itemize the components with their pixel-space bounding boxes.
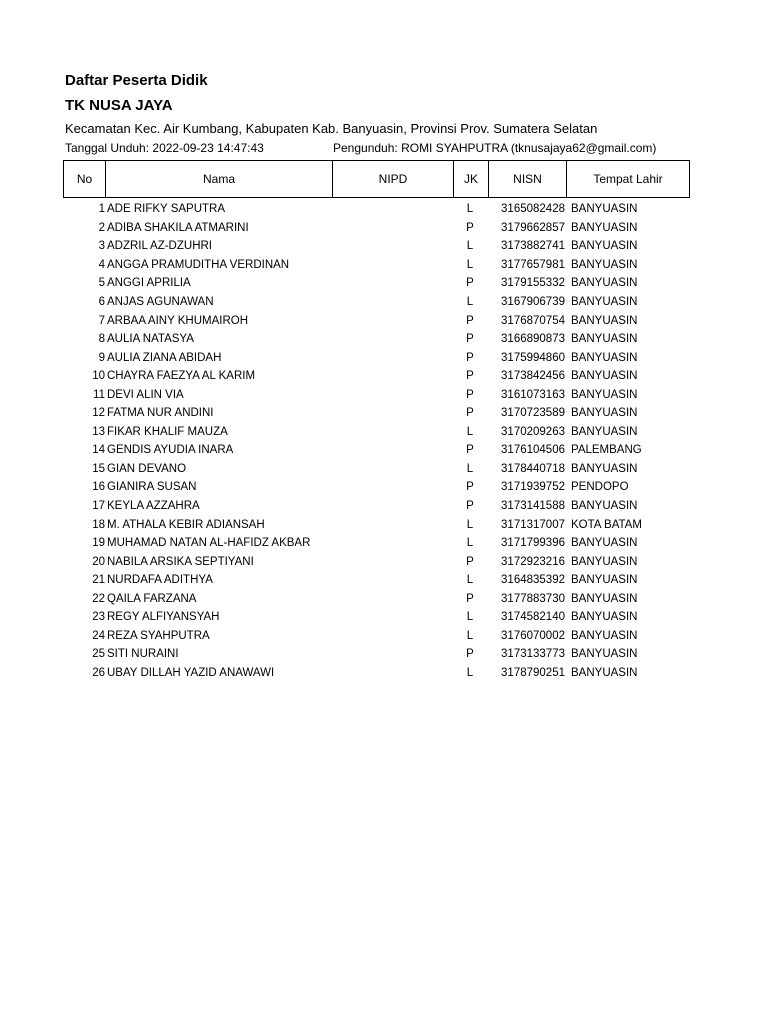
- cell-nisn: 3171799396: [501, 537, 565, 550]
- cell-no: 15: [92, 462, 105, 475]
- cell-jk: L: [466, 425, 474, 438]
- cell-nisn: 3166890873: [501, 333, 565, 346]
- cell-nisn: 3171317007: [501, 518, 565, 531]
- cell-jk: L: [466, 629, 474, 642]
- cell-nipd: [333, 645, 453, 664]
- cell-tempat-lahir: BANYUASIN: [571, 648, 638, 661]
- table-row: [63, 552, 693, 571]
- cell-nipd: [333, 367, 453, 386]
- cell-no: 4: [98, 258, 105, 271]
- cell-jk: P: [466, 407, 474, 420]
- cell-nipd: [333, 534, 453, 553]
- cell-jk: L: [466, 537, 474, 550]
- cell-jk: L: [466, 666, 474, 679]
- cell-tempat-lahir: BANYUASIN: [571, 629, 638, 642]
- cell-jk: P: [466, 314, 474, 327]
- cell-nipd: [333, 497, 453, 516]
- cell-nipd: [333, 237, 453, 256]
- cell-tempat-lahir: BANYUASIN: [571, 462, 638, 475]
- cell-jk: P: [466, 500, 474, 513]
- table-row: [63, 645, 693, 664]
- cell-jk: P: [466, 277, 474, 290]
- cell-jk: L: [466, 203, 474, 216]
- table-row: [63, 423, 693, 442]
- cell-jk: P: [466, 444, 474, 457]
- column-header-nipd: NIPD: [333, 161, 454, 198]
- cell-nama: M. ATHALA KEBIR ADIANSAH: [107, 518, 265, 531]
- cell-tempat-lahir: BANYUASIN: [571, 611, 638, 624]
- cell-tempat-lahir: BANYUASIN: [571, 277, 638, 290]
- cell-nipd: [333, 293, 453, 312]
- cell-tempat-lahir: BANYUASIN: [571, 500, 638, 513]
- cell-nisn: 3174582140: [501, 611, 565, 624]
- table-row: [63, 200, 693, 219]
- cell-no: 25: [92, 648, 105, 661]
- cell-jk: L: [466, 518, 474, 531]
- cell-nama: ANGGI APRILIA: [107, 277, 191, 290]
- cell-nisn: 3176104506: [501, 444, 565, 457]
- cell-nipd: [333, 627, 453, 646]
- column-header-nisn: NISN: [489, 161, 567, 198]
- cell-nama: FATMA NUR ANDINI: [107, 407, 214, 420]
- cell-nipd: [333, 404, 453, 423]
- cell-tempat-lahir: BANYUASIN: [571, 203, 638, 216]
- cell-no: 26: [92, 666, 105, 679]
- cell-tempat-lahir: KOTA BATAM: [571, 518, 642, 531]
- table-row: [63, 348, 693, 367]
- cell-tempat-lahir: BANYUASIN: [571, 370, 638, 383]
- table-row: [63, 385, 693, 404]
- cell-tempat-lahir: BANYUASIN: [571, 221, 638, 234]
- cell-tempat-lahir: BANYUASIN: [571, 666, 638, 679]
- cell-nisn: 3176870754: [501, 314, 565, 327]
- cell-tempat-lahir: PALEMBANG: [571, 444, 642, 457]
- cell-nama: GENDIS AYUDIA INARA: [107, 444, 234, 457]
- cell-nama: NABILA ARSIKA SEPTIYANI: [107, 555, 254, 568]
- cell-nipd: [333, 552, 453, 571]
- cell-no: 8: [98, 333, 105, 346]
- cell-nipd: [333, 348, 453, 367]
- cell-jk: P: [466, 221, 474, 234]
- cell-jk: P: [466, 555, 474, 568]
- cell-nisn: 3164835392: [501, 574, 565, 587]
- cell-jk: P: [466, 351, 474, 364]
- cell-no: 5: [98, 277, 105, 290]
- cell-nisn: 3170209263: [501, 425, 565, 438]
- table-row: [63, 441, 693, 460]
- cell-no: 3: [98, 240, 105, 253]
- cell-nama: GIAN DEVANO: [107, 462, 187, 475]
- cell-nipd: [333, 478, 453, 497]
- cell-nama: ADIBA SHAKILA ATMARINI: [107, 221, 249, 234]
- cell-nisn: 3178790251: [501, 666, 565, 679]
- cell-jk: P: [466, 481, 474, 494]
- cell-nama: ADZRIL AZ-DZUHRI: [107, 240, 212, 253]
- cell-tempat-lahir: BANYUASIN: [571, 351, 638, 364]
- cell-no: 7: [98, 314, 105, 327]
- cell-tempat-lahir: BANYUASIN: [571, 592, 638, 605]
- cell-tempat-lahir: BANYUASIN: [571, 258, 638, 271]
- cell-no: 13: [92, 425, 105, 438]
- table-row: [63, 237, 693, 256]
- cell-nisn: 3175994860: [501, 351, 565, 364]
- cell-no: 18: [92, 518, 105, 531]
- cell-nisn: 3171939752: [501, 481, 565, 494]
- cell-nisn: 3178440718: [501, 462, 565, 475]
- document-title: Daftar Peserta Didik: [65, 72, 208, 89]
- table-row: [63, 478, 693, 497]
- student-table: [63, 200, 693, 682]
- cell-jk: L: [466, 296, 474, 308]
- cell-nama: GIANIRA SUSAN: [107, 481, 197, 494]
- table-row: [63, 311, 693, 330]
- location-line: Kecamatan Kec. Air Kumbang, Kabupaten Kab. Banyuasin, Provinsi Prov. Sumatera Selatan: [65, 121, 598, 136]
- downloader-info: Pengunduh: ROMI SYAHPUTRA (tknusajaya62@gmail.com): [333, 141, 657, 155]
- cell-nisn: 3170723589: [501, 407, 565, 420]
- cell-nama: AULIA ZIANA ABIDAH: [107, 351, 222, 364]
- table-row: [63, 608, 693, 627]
- cell-nama: ANGGA PRAMUDITHA VERDINAN: [107, 258, 290, 271]
- cell-nipd: [333, 423, 453, 442]
- cell-jk: L: [466, 462, 474, 475]
- cell-nama: ADE RIFKY SAPUTRA: [107, 203, 226, 216]
- cell-nama: CHAYRA FAEZYA AL KARIM: [107, 370, 256, 383]
- table-row: [63, 293, 693, 312]
- column-header-no: No: [64, 161, 106, 198]
- cell-nisn: 3173842456: [501, 370, 565, 383]
- cell-jk: L: [466, 258, 474, 271]
- cell-no: 20: [92, 555, 105, 568]
- cell-nisn: 3177883730: [501, 592, 565, 605]
- cell-nipd: [333, 664, 453, 683]
- cell-nipd: [333, 311, 453, 330]
- cell-tempat-lahir: BANYUASIN: [571, 333, 638, 346]
- cell-no: 14: [92, 444, 105, 457]
- download-date: Tanggal Unduh: 2022-09-23 14:47:43: [65, 141, 264, 155]
- table-row: [63, 664, 693, 683]
- cell-no: 9: [98, 351, 105, 364]
- table-header: [63, 160, 690, 198]
- cell-nipd: [333, 219, 453, 238]
- cell-nisn: 3172923216: [501, 555, 565, 568]
- cell-nipd: [333, 589, 453, 608]
- cell-nama: AULIA NATASYA: [107, 333, 194, 346]
- table-row: [63, 534, 693, 553]
- cell-nisn: 3167906739: [501, 296, 565, 308]
- cell-jk: P: [466, 388, 474, 401]
- cell-nisn: 3176070002: [501, 629, 565, 642]
- table-row: [63, 367, 693, 386]
- cell-nipd: [333, 441, 453, 460]
- cell-no: 12: [92, 407, 105, 420]
- cell-nisn: 3173882741: [501, 240, 565, 253]
- cell-tempat-lahir: BANYUASIN: [571, 555, 638, 568]
- table-row: [63, 256, 693, 275]
- cell-nisn: 3165082428: [501, 203, 565, 216]
- cell-nipd: [333, 460, 453, 479]
- cell-nipd: [333, 330, 453, 349]
- table-row: [63, 330, 693, 349]
- cell-jk: L: [466, 240, 474, 253]
- cell-tempat-lahir: BANYUASIN: [571, 574, 638, 587]
- cell-no: 6: [98, 296, 105, 308]
- cell-no: 19: [92, 537, 105, 550]
- cell-tempat-lahir: BANYUASIN: [571, 407, 638, 420]
- cell-nisn: 3179155332: [501, 277, 565, 290]
- table-row: [63, 219, 693, 238]
- column-header-nama: Nama: [106, 161, 333, 198]
- cell-no: 16: [92, 481, 105, 494]
- column-header-tempat-lahir: Tempat Lahir: [567, 161, 690, 198]
- cell-nisn: 3173133773: [501, 648, 565, 661]
- cell-jk: L: [466, 574, 474, 587]
- cell-no: 2: [98, 221, 105, 234]
- cell-tempat-lahir: BANYUASIN: [571, 314, 638, 327]
- cell-nisn: 3173141588: [501, 500, 565, 513]
- table-row: [63, 404, 693, 423]
- cell-nisn: 3179662857: [501, 221, 565, 234]
- cell-tempat-lahir: BANYUASIN: [571, 296, 638, 308]
- cell-jk: L: [466, 611, 474, 624]
- cell-nama: ANJAS AGUNAWAN: [107, 296, 214, 308]
- cell-nipd: [333, 256, 453, 275]
- cell-nama: DEVI ALIN VIA: [107, 388, 184, 401]
- cell-nipd: [333, 571, 453, 590]
- cell-no: 11: [93, 388, 105, 401]
- cell-jk: P: [466, 648, 474, 661]
- column-header-jk: JK: [454, 161, 489, 198]
- cell-nama: FIKAR KHALIF MAUZA: [107, 425, 228, 438]
- cell-nama: ARBAA AINY KHUMAIROH: [107, 314, 249, 327]
- cell-nama: MUHAMAD NATAN AL-HAFIDZ AKBAR: [107, 537, 311, 550]
- cell-no: 23: [92, 611, 105, 624]
- table-row: [63, 589, 693, 608]
- cell-nipd: [333, 200, 453, 219]
- cell-nisn: 3161073163: [501, 388, 565, 401]
- table-row: [63, 627, 693, 646]
- table-row: [63, 571, 693, 590]
- cell-nipd: [333, 608, 453, 627]
- cell-no: 1: [98, 203, 105, 216]
- cell-no: 21: [92, 574, 105, 587]
- cell-nama: REGY ALFIYANSYAH: [107, 611, 220, 624]
- cell-jk: P: [466, 592, 474, 605]
- table-row: [63, 460, 693, 479]
- cell-tempat-lahir: BANYUASIN: [571, 388, 638, 401]
- cell-nipd: [333, 274, 453, 293]
- cell-no: 24: [92, 629, 105, 642]
- cell-no: 10: [92, 370, 105, 383]
- cell-tempat-lahir: BANYUASIN: [571, 240, 638, 253]
- cell-nama: KEYLA AZZAHRA: [107, 500, 200, 513]
- cell-tempat-lahir: BANYUASIN: [571, 537, 638, 550]
- cell-nama: REZA SYAHPUTRA: [107, 629, 210, 642]
- cell-nipd: [333, 515, 453, 534]
- table-row: [63, 515, 693, 534]
- table-row: [63, 274, 693, 293]
- cell-no: 17: [92, 500, 105, 513]
- cell-no: 22: [92, 592, 105, 605]
- cell-nipd: [333, 385, 453, 404]
- cell-tempat-lahir: BANYUASIN: [571, 425, 638, 438]
- cell-nama: UBAY DILLAH YAZID ANAWAWI: [107, 666, 275, 679]
- header-row: [64, 161, 690, 198]
- cell-tempat-lahir: PENDOPO: [571, 481, 629, 494]
- table-row: [63, 497, 693, 516]
- cell-jk: P: [466, 333, 474, 346]
- cell-nama: NURDAFA ADITHYA: [107, 574, 213, 587]
- cell-nisn: 3177657981: [501, 258, 565, 271]
- cell-nama: QAILA FARZANA: [107, 592, 197, 605]
- cell-jk: P: [466, 370, 474, 383]
- school-name: TK NUSA JAYA: [65, 97, 173, 114]
- cell-nama: SITI NURAINI: [107, 648, 179, 661]
